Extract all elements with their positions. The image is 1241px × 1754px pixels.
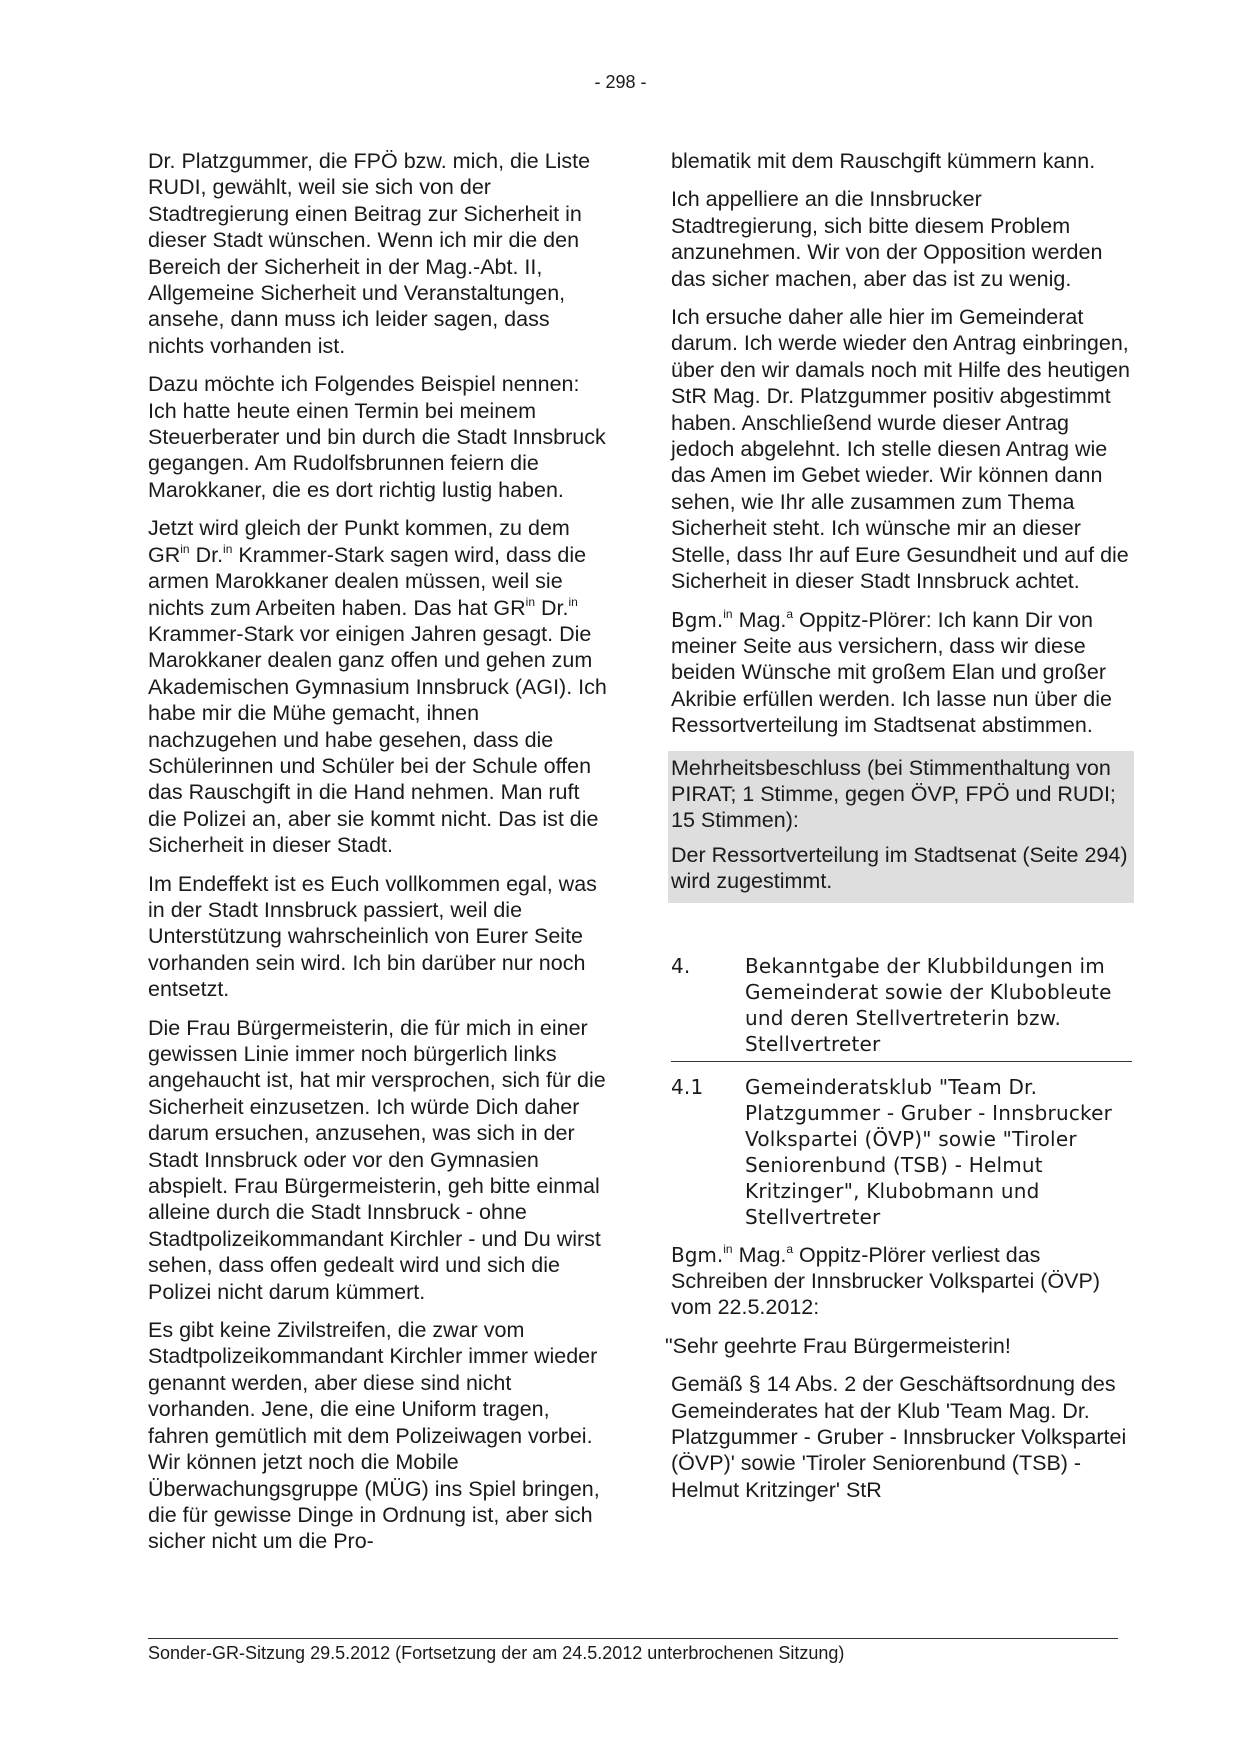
text-run: Dr. xyxy=(535,595,569,620)
paragraph: Es gibt keine Zivilstreifen, die zwar vom Stadtpolizeikommandant Kirchler immer wieder genannt werden, aber diese sind nicht vorhanden. Jene, die eine Uniform tragen, fahren gemütlich mit dem Polizeiwagen vorbei. Wir können jetzt noch die Mobile Überwachungsgruppe (MÜG) ins Spiel bringen, die für gewisse Dinge in Ordnung ist, aber sich sicher nicht um die Pro- xyxy=(148,1318,600,1554)
superscript: in xyxy=(723,606,733,621)
paragraph: blematik mit dem Rauschgift kümmern kann. xyxy=(671,149,1096,173)
paragraph: Dr. Platzgummer, die FPÖ bzw. mich, die Liste RUDI, gewählt, weil sie sich von der Stadtregierung einen Beitrag zur Sicherheit in dieser Stadt wünschen. Wenn ich mir die den Bereich der Sicherheit in der Mag.-Abt. II, Allgemeine Sicherheit und Veranstaltungen, ansehe, dann muss ich leider sagen, dass nichts vorhanden ist. xyxy=(148,149,591,358)
letter-salutation: "Sehr geehrte Frau Bürgermeisterin! xyxy=(665,1333,1011,1358)
decision-vote: Mehrheitsbeschluss (bei Stimmenthaltung von PIRAT; 1 Stimme, gegen ÖVP, FPÖ und RUDI; 15 Stimmen): xyxy=(671,755,1116,833)
agenda-number: 4. xyxy=(671,953,691,978)
text-run: Ich kann Dir von meiner Seite aus versichern, dass wir diese beiden Wünsche mit großem Elan und großer Akribie erfüllen werden. Ich lasse nun über die Ressortverteilung im Stadtsenat abstimmen. xyxy=(671,607,1113,738)
superscript: a xyxy=(786,1241,794,1256)
text-run: Mag. xyxy=(732,607,787,632)
paragraph: Im Endeffekt ist es Euch vollkommen egal, was in der Stadt Innsbruck passiert, weil die Unterstützung wahrscheinlich von Eurer Seite vorhanden sein wird. Ich bin darüber nur noch entsetzt. xyxy=(148,871,597,1002)
agenda-item-4 xyxy=(671,953,1132,1062)
text-run: Mag. xyxy=(732,1242,787,1267)
superscript: in xyxy=(180,541,190,556)
right-column xyxy=(665,148,1132,1515)
speaker-title: Bgm. xyxy=(671,1242,724,1267)
paragraph: Gemäß § 14 Abs. 2 der Geschäftsordnung des Gemeinderates hat der Klub 'Team Mag. Dr. Platzgummer - Gruber - Innsbrucker Volkspartei (ÖVP)' sowie 'Tiroler Seniorenbund (TSB) - Helmut Kritzinger' StR xyxy=(671,1372,1127,1502)
agenda-item-4-1 xyxy=(671,1074,1132,1230)
footer-divider xyxy=(148,1638,1118,1639)
paragraph xyxy=(148,515,608,858)
paragraph: Die Frau Bürgermeisterin, die für mich in einer gewissen Linie immer noch bürgerlich links angehaucht ist, hat mir versprochen, sich für die Sicherheit einzusetzen. Ich würde Dich daher darum ersuchen, anzusehen, was sich in der Stadt Innsbruck oder vor den Gymnasien abspielt. Frau Bürgermeisterin, geh bitte einmal alleine durch die Stadt Innsbruck - ohne Stadtpolizeikommandant Kirchler - und Du wirst sehen, dass offen gedealt wird und sich die Polizei nicht darum kümmert. xyxy=(148,1015,606,1304)
superscript: a xyxy=(786,606,794,621)
text-run: Krammer-Stark sagen wird, dass die armen Marokkaner dealen müssen, weil sie nichts zum Arbeiten haben. Das hat GR xyxy=(148,542,587,620)
text-run: Jetzt wird gleich der Punkt kommen, zu dem GR xyxy=(148,516,570,567)
page-number: - 298 - xyxy=(594,72,647,92)
superscript: in xyxy=(525,594,535,609)
speaker-title: Bgm. xyxy=(671,607,724,632)
text-run: verliest das Schreiben der Innsbrucker Volkspartei (ÖVP) vom 22.5.2012: xyxy=(671,1242,1101,1320)
paragraph: Dazu möchte ich Folgendes Beispiel nennen: Ich hatte heute einen Termin bei meinem Steuerberater und bin durch die Stadt Innsbruck gegangen. Am Rudolfsbrunnen feiern die Marokkaner, die es dort richtig lustig haben. xyxy=(148,372,606,502)
speaker-name: Oppitz-Plörer xyxy=(793,1242,926,1267)
superscript: in xyxy=(223,541,233,556)
agenda-title: Bekanntgabe der Klubbildungen im Gemeinderat sowie der Klubobleute und deren Stellvertreterin bzw. Stellvertreter xyxy=(745,953,1112,1056)
text-run: Dr. xyxy=(189,542,224,567)
speaker-paragraph xyxy=(671,607,1132,739)
speaker-paragraph xyxy=(671,1242,1132,1321)
paragraph: Ich ersuche daher alle hier im Gemeinderat darum. Ich werde wieder den Antrag einbringen, über den wir damals noch mit Hilfe des heutigen StR Mag. Dr. Platzgummer positiv abgestimmt haben. Anschließend wurde dieser Antrag jedoch abgelehnt. Ich stelle diesen Antrag wie das Amen im Gebet wieder. Wir können dann sehen, wie Ihr alle zusammen zum Thema Sicherheit steht. Ich wünsche mir an dieser Stelle, dass Ihr auf Eure Gesundheit und auf die Sicherheit in dieser Stadt Innsbruck achtet. xyxy=(671,305,1130,594)
agenda-number: 4.1 xyxy=(671,1074,704,1099)
left-column xyxy=(148,148,608,1567)
footer-text: Sonder-GR-Sitzung 29.5.2012 (Fortsetzung der am 24.5.2012 unterbrochenen Sitzung) xyxy=(148,1643,845,1663)
text-run: Krammer-Stark vor einigen Jahren gesagt. Die Marokkaner dealen ganz offen und gehen zum Akademischen Gymnasium Innsbruck (AGI). Ich habe mir die Mühe gemacht, ihnen nachzugehen und habe gesehen, dass die Schülerinnen und Schüler bei der Schule offen das Rauschgift in die Hand nehmen. Man ruft die Polizei an, aber sie kommt nicht. Das ist die Sicherheit in dieser Stadt. xyxy=(148,621,607,858)
superscript: in xyxy=(568,594,578,609)
paragraph: Ich appelliere an die Innsbrucker Stadtregierung, sich bitte diesem Problem anzunehmen. Wir von der Opposition werden das sicher machen, aber das ist zu wenig. xyxy=(671,187,1103,291)
agenda-title: Gemeinderatsklub "Team Dr. Platzgummer - Gruber - Innsbrucker Volkspartei (ÖVP)" sowie "Tiroler Seniorenbund (TSB) - Helmut Kritzinger", Klubobmann und Stellvertreter xyxy=(745,1074,1113,1229)
decision-result: Der Ressortverteilung im Stadtsenat (Seite 294) wird zugestimmt. xyxy=(671,842,1128,894)
decision-box xyxy=(668,751,1134,903)
superscript: in xyxy=(723,1241,733,1256)
speaker-name: Oppitz-Plörer: xyxy=(793,607,932,632)
